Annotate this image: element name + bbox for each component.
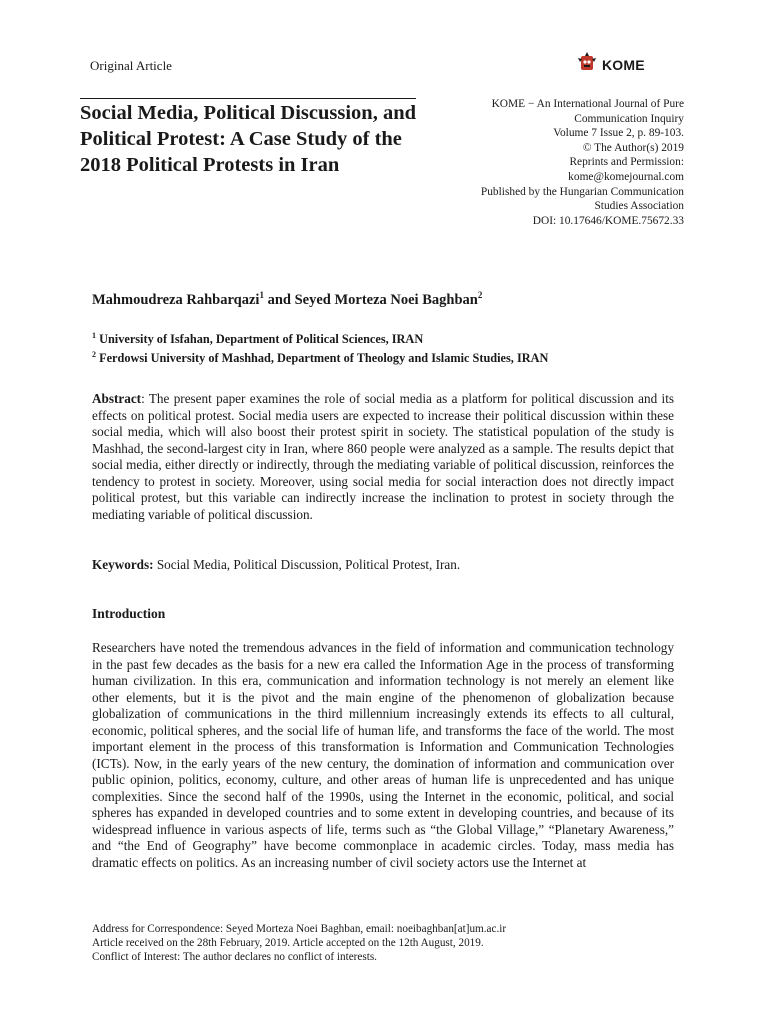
introduction-body: Researchers have noted the tremendous advances in the field of information and communication technology in the past few decades as the basis for a new era called the Information Age in the process of transforming human civilization. In this era, communication and information technology is not merely an element like other elements, but it is the pivot and the main engine of the phenomenon of globalization because globalization of communications in the third millennium increasingly extends its effects to all cultural, economic, political spheres, and the social life of human life, and transforms the face of the world. The most important element in the process of this transformation is Information and Communication Technologies (ICTs). Now, in the early years of the new century, the domination of information and communication over public opinion, politics, economy, culture, and other areas of human life is unprecedented and has unique complexities. Since the second half of the 1990s, using the Internet in the economic, political, and social spheres has expanded in developed countries and to some extent in developing countries, and because of its widespread influence in various aspects of life, terms such as “the Global Village,” “Planetary Awareness,” and “the End of Geography” have become commonplace in academic circles. Today, mass media has dramatic effects on politics. As an increasing number of civil society actors use the Internet at: [92, 640, 694, 870]
footnote: [92, 922, 506, 965]
article-title: Social Media, Political Discussion, and Political Protest: A Case Study of the 2018 Political Protests in Iran: [80, 102, 416, 176]
keywords: [92, 557, 674, 574]
section-heading: Introduction: [92, 606, 166, 621]
journal-logo: [576, 52, 645, 77]
journal-line[interactable]: kome@komejournal.com: [568, 170, 684, 183]
author-mark: 1: [259, 290, 264, 300]
journal-line: KOME − An International Journal of Pure: [491, 98, 684, 110]
author-mark: 2: [477, 290, 483, 300]
abstract: [92, 391, 674, 523]
kome-star-icon: [576, 52, 598, 77]
affiliation-text: Ferdowsi University of Mashhad, Department of Theology and Islamic Studies, IRAN: [96, 351, 549, 366]
logo-text: KOME: [602, 56, 645, 73]
author-name: Mahmoudreza Rahbarqazi: [92, 291, 260, 308]
author-name: Seyed Morteza Noei Baghban: [294, 291, 478, 308]
doi-line[interactable]: DOI: 10.17646/KOME.75672.33: [532, 214, 684, 227]
footnote-line: Conflict of Interest: The author declares no conflict of interests.: [92, 951, 377, 964]
affiliation: [92, 328, 548, 347]
title-rule: [80, 98, 416, 99]
journal-line: Volume 7 Issue 2, p. 89-103.: [553, 127, 684, 140]
journal-line: Published by the Hungarian Communication: [480, 185, 684, 198]
affiliation-mark: 2: [92, 350, 96, 360]
author-list: [92, 290, 482, 309]
journal-info: [384, 97, 684, 228]
author-conjunction: and: [263, 291, 295, 308]
journal-line: © The Author(s) 2019: [582, 141, 684, 154]
journal-line: Communication Inquiry: [574, 112, 684, 125]
affiliation-mark: 1: [92, 331, 96, 340]
abstract-label: Abstract: [92, 391, 142, 406]
affiliations: [92, 328, 548, 366]
abstract-text: : The present paper examines the role of social media as a platform for political discussion and its effects on political protest. Social media users are expected to increase their political discussion within these social media, which will also boost their protest spirit in society. The statistical population of the study is Mashhad, the second-largest city in Iran, where 860 people were analyzed as a sample. The results depict that social media, either directly or indirectly, through the mediating variable of political discussion, reinforces the tendency to protest in society. Moreover, using social media for social interaction does not directly impact political protest, but this variable can indirectly increase the inclination to protest in society through the mediating variable of political discussion.: [92, 391, 674, 522]
footnote-line: Article received on the 28th February, 2019. Article accepted on the 12th August, 2019.: [92, 937, 484, 950]
journal-line: Studies Association: [594, 200, 684, 213]
keywords-text: Social Media, Political Discussion, Political Protest, Iran.: [153, 557, 461, 572]
journal-line: Reprints and Permission:: [569, 156, 684, 169]
article-type-label: Original Article: [90, 58, 172, 73]
keywords-label: Keywords:: [92, 557, 154, 572]
affiliation: [92, 347, 548, 366]
affiliation-text: University of Isfahan, Department of Political Sciences, IRAN: [96, 332, 424, 347]
footnote-line: Address for Correspondence: Seyed Morteza Noei Baghban, email: noeibaghban[at]um.ac.ir: [92, 923, 507, 935]
